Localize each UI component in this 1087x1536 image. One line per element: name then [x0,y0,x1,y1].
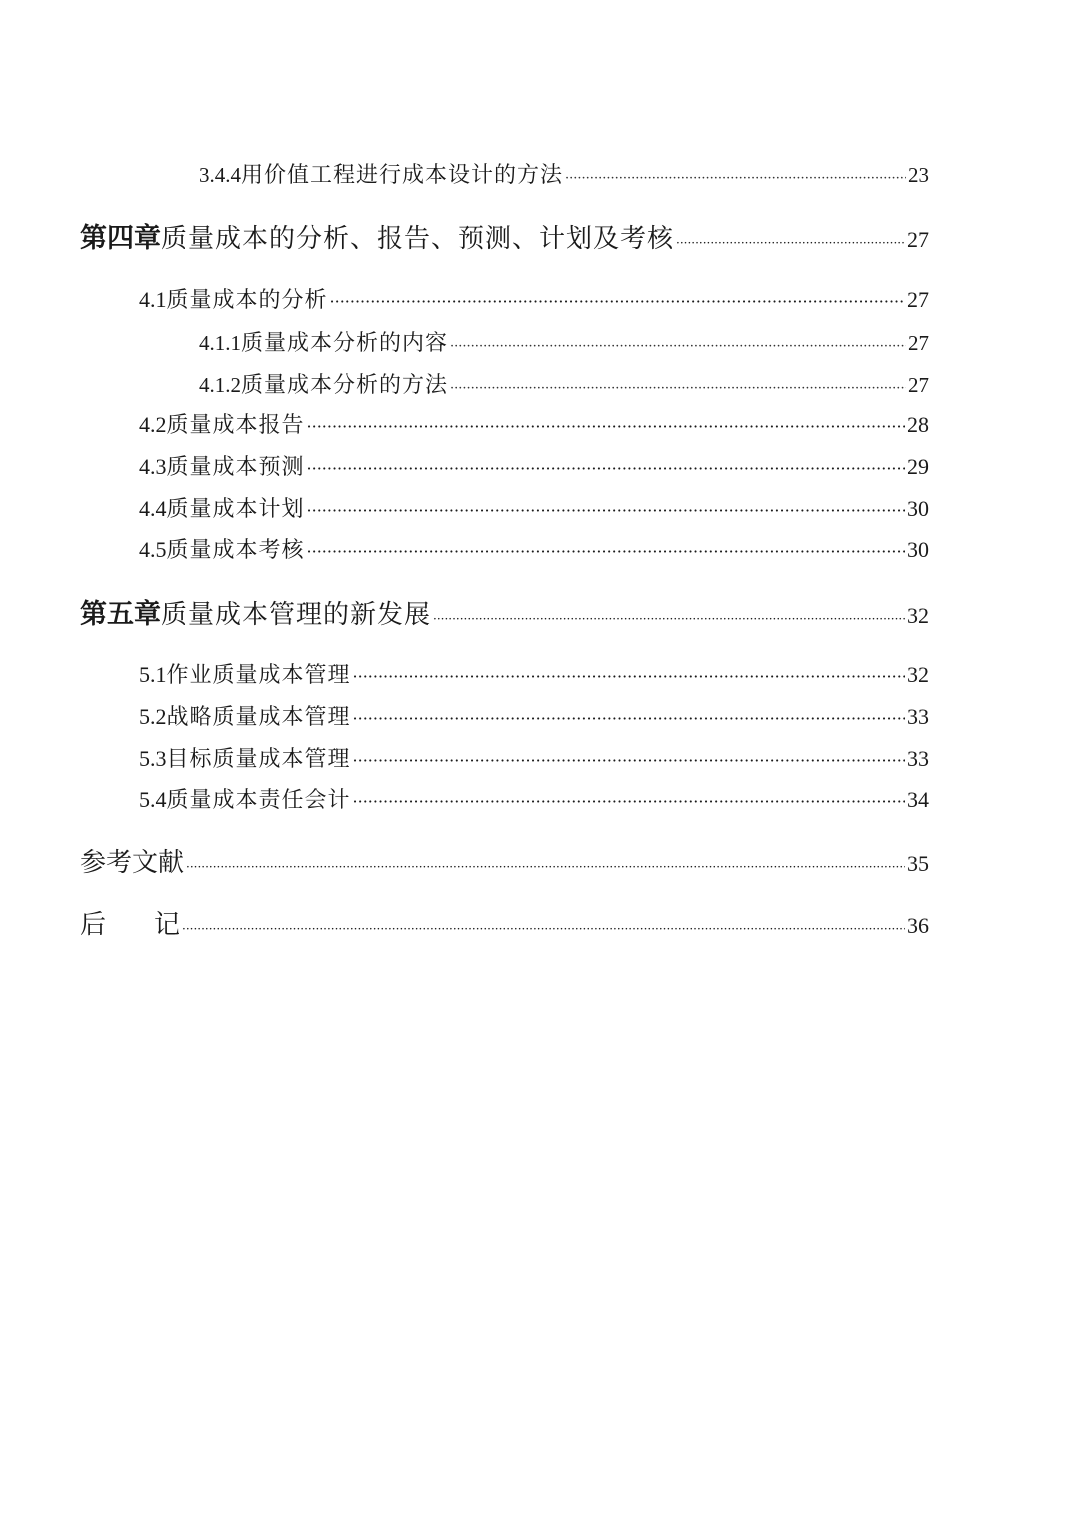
section-number: 4.1.2 [199,373,241,397]
toc-entry[interactable] [199,158,929,189]
section-title: 作业质量成本管理 [166,663,351,688]
page-number: 34 [907,787,929,812]
section-number: 4.4 [139,496,167,521]
references-title: 参考文献 [80,848,185,878]
chapter-title: 质量成本的分析、报告、预测、计划及考核 [161,224,675,254]
toc-entry[interactable] [139,742,929,773]
dot-leader [353,792,905,811]
section-number: 5.2 [139,704,167,729]
page-number: 27 [907,287,929,312]
section-title: 质量成本责任会计 [166,788,351,813]
dot-leader [353,667,905,686]
page-number: 27 [908,331,929,355]
section-title: 质量成本分析的内容 [241,331,449,356]
section-number: 5.1 [139,662,167,687]
dot-leader [565,171,906,186]
section-number: 4.1 [139,287,167,312]
section-title: 用价值工程进行成本设计的方法 [241,163,564,188]
page-number: 32 [907,662,929,687]
page-number: 30 [907,537,929,562]
dot-leader [307,542,905,561]
dot-leader [353,751,905,770]
section-number: 4.3 [139,454,167,479]
section-title: 质量成本预测 [166,455,305,480]
section-title: 质量成本考核 [166,538,305,563]
dot-leader [353,709,905,728]
toc-entry[interactable] [139,700,929,731]
dot-leader [676,236,905,255]
toc-entry[interactable] [139,408,929,439]
dot-leader [307,501,905,520]
dot-leader [307,459,905,478]
toc-entry[interactable] [139,450,929,481]
dot-leader [182,922,905,941]
section-number: 3.4.4 [199,163,241,187]
page-number: 36 [907,913,929,938]
page-number: 35 [907,851,929,876]
toc-entry[interactable] [139,533,929,564]
toc-entry[interactable] [139,658,929,689]
page-number: 32 [907,603,929,628]
section-number: 4.2 [139,412,167,437]
toc-entry[interactable] [199,368,929,399]
section-number: 4.5 [139,537,167,562]
page-number: 29 [907,454,929,479]
section-title: 质量成本的分析 [166,288,328,313]
section-title: 目标质量成本管理 [166,747,351,772]
page-number: 23 [908,163,929,187]
dot-leader [450,339,906,354]
section-title: 质量成本报告 [166,413,305,438]
page-number: 27 [907,227,929,252]
page-number: 33 [907,704,929,729]
dot-leader [433,612,905,631]
page-number: 30 [907,496,929,521]
toc-chapter-entry[interactable] [80,216,929,255]
section-number: 4.1.1 [199,331,241,355]
section-title: 质量成本分析的方法 [241,373,449,398]
dot-leader [186,860,905,879]
page-number: 28 [907,412,929,437]
toc-entry[interactable] [199,326,929,357]
toc-chapter-entry[interactable] [80,842,929,879]
section-title: 质量成本计划 [166,497,305,522]
chapter-number: 第四章 [80,223,161,254]
dot-leader [307,417,905,436]
toc-entry[interactable] [139,783,929,814]
dot-leader [450,381,906,396]
section-number: 5.4 [139,787,167,812]
toc-chapter-entry[interactable] [80,904,929,941]
toc-entry[interactable] [139,492,929,523]
chapter-title: 质量成本管理的新发展 [161,600,432,630]
toc-chapter-entry[interactable] [80,592,929,631]
section-title: 战略质量成本管理 [166,705,351,730]
toc-entry[interactable] [139,283,929,314]
page-number: 27 [908,373,929,397]
chapter-number: 第五章 [80,599,161,630]
dot-leader [330,292,905,311]
page-number: 33 [907,746,929,771]
section-number: 5.3 [139,746,167,771]
afterword-title: 后记 [80,910,229,940]
